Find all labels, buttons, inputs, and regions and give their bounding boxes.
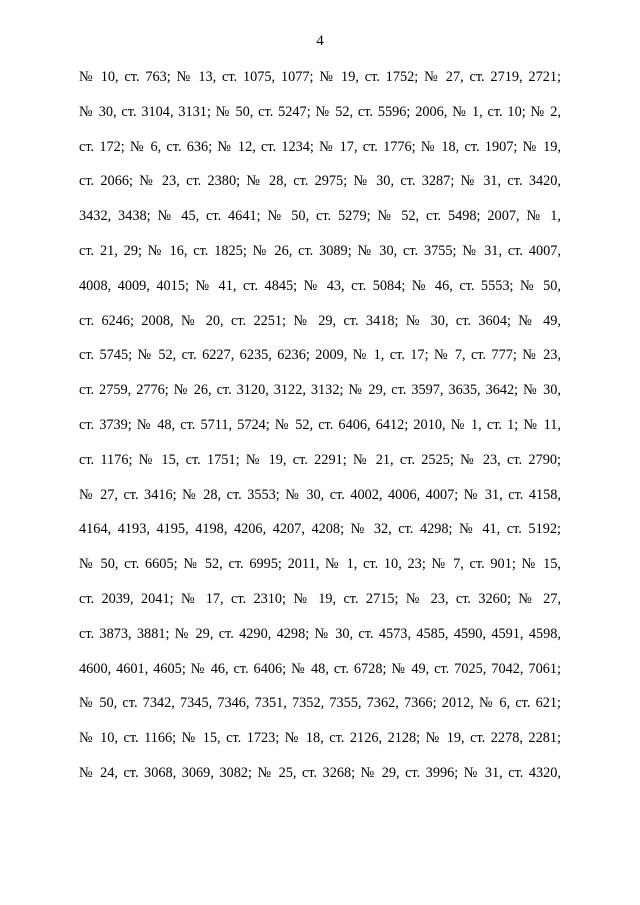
- text-line: ст. 2759, 2776; № 26, ст. 3120, 3122, 3132; № 29, ст. 3597, 3635, 3642; № 30,: [79, 382, 561, 399]
- text-line: ст. 2039, 2041; № 17, ст. 2310; № 19, ст. 2715; № 23, ст. 3260; № 27,: [79, 590, 561, 607]
- text-line: 4164, 4193, 4195, 4198, 4206, 4207, 4208; № 32, ст. 4298; № 41, ст. 5192;: [79, 521, 561, 538]
- text-line: ст. 172; № 6, ст. 636; № 12, ст. 1234; № 17, ст. 1776; № 18, ст. 1907; № 19,: [79, 138, 561, 155]
- text-line: № 50, ст. 7342, 7345, 7346, 7351, 7352, 7355, 7362, 7366; 2012, № 6, ст. 621;: [79, 695, 561, 712]
- text-line: № 24, ст. 3068, 3069, 3082; № 25, ст. 3268; № 29, ст. 3996; № 31, ст. 4320,: [79, 764, 561, 781]
- text-line: № 27, ст. 3416; № 28, ст. 3553; № 30, ст. 4002, 4006, 4007; № 31, ст. 4158,: [79, 486, 561, 503]
- text-line: ст. 21, 29; № 16, ст. 1825; № 26, ст. 3089; № 30, ст. 3755; № 31, ст. 4007,: [79, 242, 561, 259]
- text-line: № 10, ст. 763; № 13, ст. 1075, 1077; № 19, ст. 1752; № 27, ст. 2719, 2721;: [79, 69, 561, 85]
- text-line: № 50, ст. 6605; № 52, ст. 6995; 2011, № 1, ст. 10, 23; № 7, ст. 901; № 15,: [79, 556, 561, 573]
- text-line: ст. 6246; 2008, № 20, ст. 2251; № 29, ст. 3418; № 30, ст. 3604; № 49,: [79, 312, 561, 329]
- text-line: № 10, ст. 1166; № 15, ст. 1723; № 18, ст. 2126, 2128; № 19, ст. 2278, 2281;: [79, 730, 561, 747]
- text-line: ст. 1176; № 15, ст. 1751; № 19, ст. 2291; № 21, ст. 2525; № 23, ст. 2790;: [79, 451, 561, 468]
- text-line: № 30, ст. 3104, 3131; № 50, ст. 5247; № 52, ст. 5596; 2006, № 1, ст. 10; № 2,: [79, 103, 561, 120]
- text-line: ст. 3873, 3881; № 29, ст. 4290, 4298; № 30, ст. 4573, 4585, 4590, 4591, 4598,: [79, 625, 561, 642]
- text-line: ст. 5745; № 52, ст. 6227, 6235, 6236; 2009, № 1, ст. 17; № 7, ст. 777; № 23,: [79, 347, 561, 364]
- body-text: [79, 66, 561, 797]
- text-line: 4600, 4601, 4605; № 46, ст. 6406; № 48, ст. 6728; № 49, ст. 7025, 7042, 7061;: [79, 660, 561, 677]
- text-line: 4008, 4009, 4015; № 41, ст. 4845; № 43, ст. 5084; № 46, ст. 5553; № 50,: [79, 277, 561, 294]
- page-number: 4: [316, 33, 324, 49]
- text-line: 3432, 3438; № 45, ст. 4641; № 50, ст. 5279; № 52, ст. 5498; 2007, № 1,: [79, 208, 561, 225]
- text-line: ст. 2066; № 23, ст. 2380; № 28, ст. 2975; № 30, ст. 3287; № 31, ст. 3420,: [79, 173, 561, 190]
- text-line: ст. 3739; № 48, ст. 5711, 5724; № 52, ст. 6406, 6412; 2010, № 1, ст. 1; № 11,: [79, 416, 561, 433]
